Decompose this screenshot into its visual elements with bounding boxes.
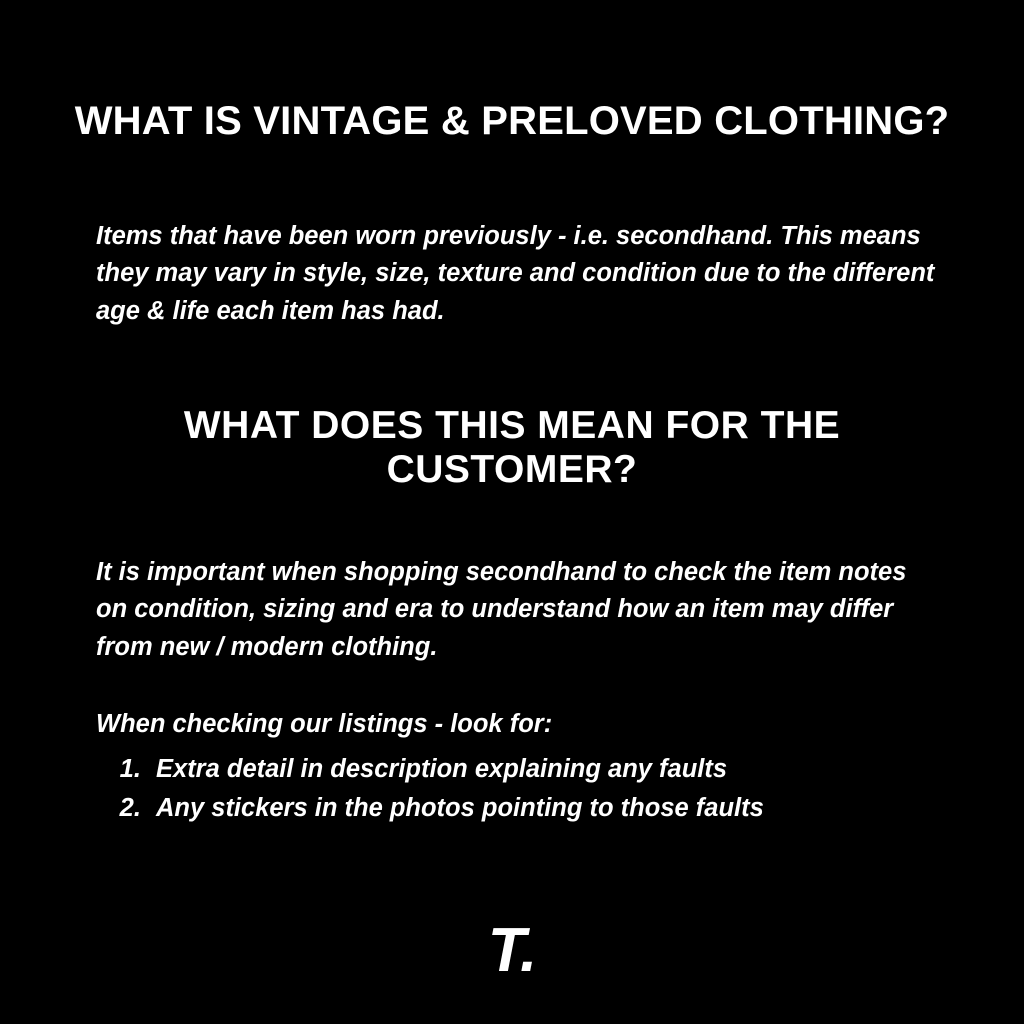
- list-item: 2. Any stickers in the photos pointing to those faults: [148, 789, 1008, 828]
- section-title-customer: WHAT DOES THIS MEAN FOR THE CUSTOMER?: [183, 404, 841, 492]
- brand-logo: T.: [487, 916, 537, 985]
- checklist: [96, 750, 1008, 828]
- customer-guidance-paragraph: It is important when shopping secondhand to check the item notes on condition, sizing and era to understand how an item may differ from new / modern clothing.: [96, 557, 907, 661]
- page-title: WHAT IS VINTAGE & PRELOVED CLOTHING?: [74, 98, 950, 143]
- definition-paragraph: Items that have been worn previously - i.e. secondhand. This means they may vary in style, size, texture and condition due to the different age & life each item has had.: [96, 221, 935, 325]
- list-item: 1. Extra detail in description explaining any faults: [148, 750, 1008, 789]
- checklist-intro-paragraph: When checking our listings - look for:: [96, 709, 553, 738]
